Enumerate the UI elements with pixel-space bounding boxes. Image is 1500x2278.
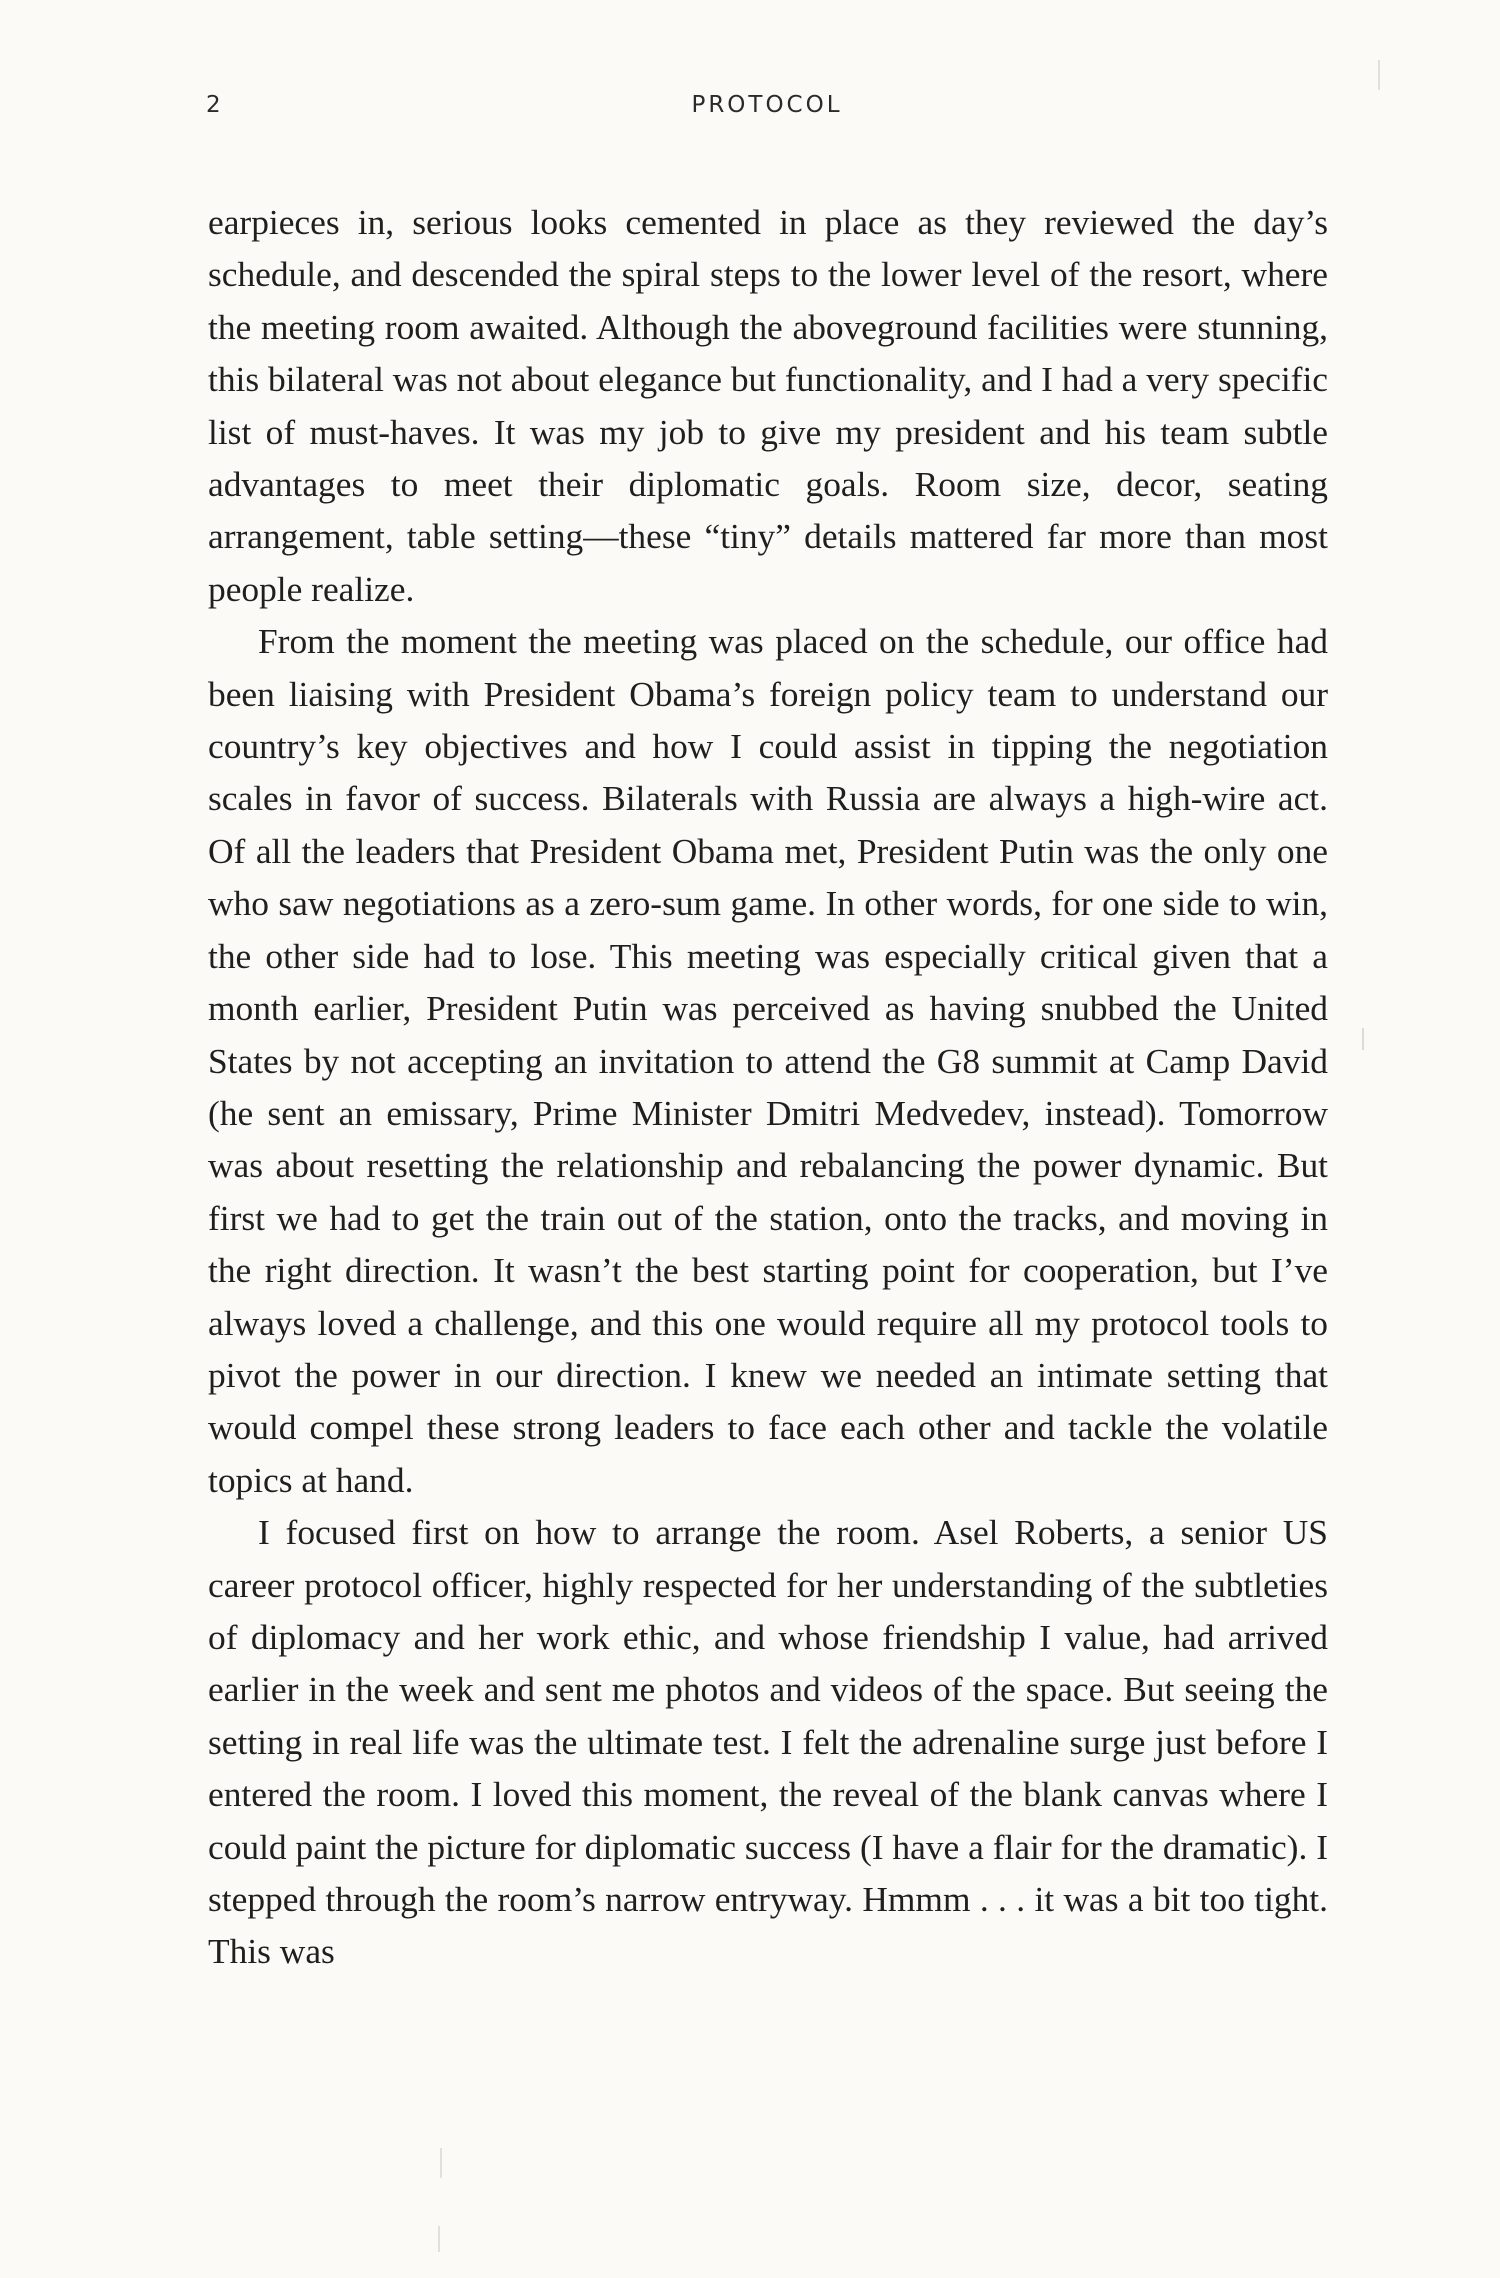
scan-artifact-mark [1362, 1028, 1364, 1050]
running-title: PROTOCOL [691, 92, 843, 118]
scan-artifact-mark [1378, 60, 1380, 90]
running-header [206, 92, 1328, 132]
scan-artifact-mark [440, 2148, 442, 2178]
paragraph-2: From the moment the meeting was placed on the schedule, our office had been liaising with President Obama’s foreign policy team to understand our country’s key objectives and how I could assist in tipping the negotiation scales in favor of success. Bilaterals with Russia are always a high-wire act. Of all the leaders that President Obama met, President Putin was the only one who saw negotiations as a zero-sum game. In other words, for one side to win, the other side had to lose. This meeting was especially critical given that a month earlier, President Putin was perceived as having snubbed the United States by not accepting an invitation to attend the G8 summit at Camp David (he sent an emissary, Prime Minister Dmitri Medvedev, instead). Tomorrow was about resetting the relationship and rebalancing the power dynamic. But first we had to get the train out of the station, onto the tracks, and moving in the right direction. It wasn’t the best starting point for cooperation, but I’ve always loved a challenge, and this one would require all my protocol tools to pivot the power in our direction. I knew we needed an intimate setting that would compel these strong leaders to face each other and tackle the volatile topics at hand. [208, 621, 1328, 1500]
paragraph-3: I focused first on how to arrange the room. Asel Roberts, a senior US career protocol officer, highly respected for her understanding of the subtleties of diplomacy and her work ethic, and whose friendship I value, had arrived earlier in the week and sent me photos and videos of the space. But seeing the setting in real life was the ultimate test. I felt the adrenaline surge just before I entered the room. I loved this moment, the reveal of the blank canvas where I could paint the picture for diplomatic success (I have a flair for the dramatic). I stepped through the room’s narrow entryway. Hmmm . . . it was a bit too tight. This was [208, 1512, 1328, 1972]
page-number: 2 [206, 92, 222, 118]
paragraph-1: earpieces in, serious looks cemented in place as they reviewed the day’s schedule, and descended the spiral steps to the lower level of the resort, where the meeting room awaited. Although the aboveground facilities were stunning, this bilateral was not about elegance but functionality, and I had a very specific list of must-haves. It was my job to give my president and his team subtle advantages to meet their diplomatic goals. Room size, decor, seating arrangement, table setting—these “tiny” details mattered far more than most people realize. [208, 202, 1328, 609]
scan-artifact-mark [438, 2226, 440, 2252]
body-text [208, 196, 1328, 1978]
